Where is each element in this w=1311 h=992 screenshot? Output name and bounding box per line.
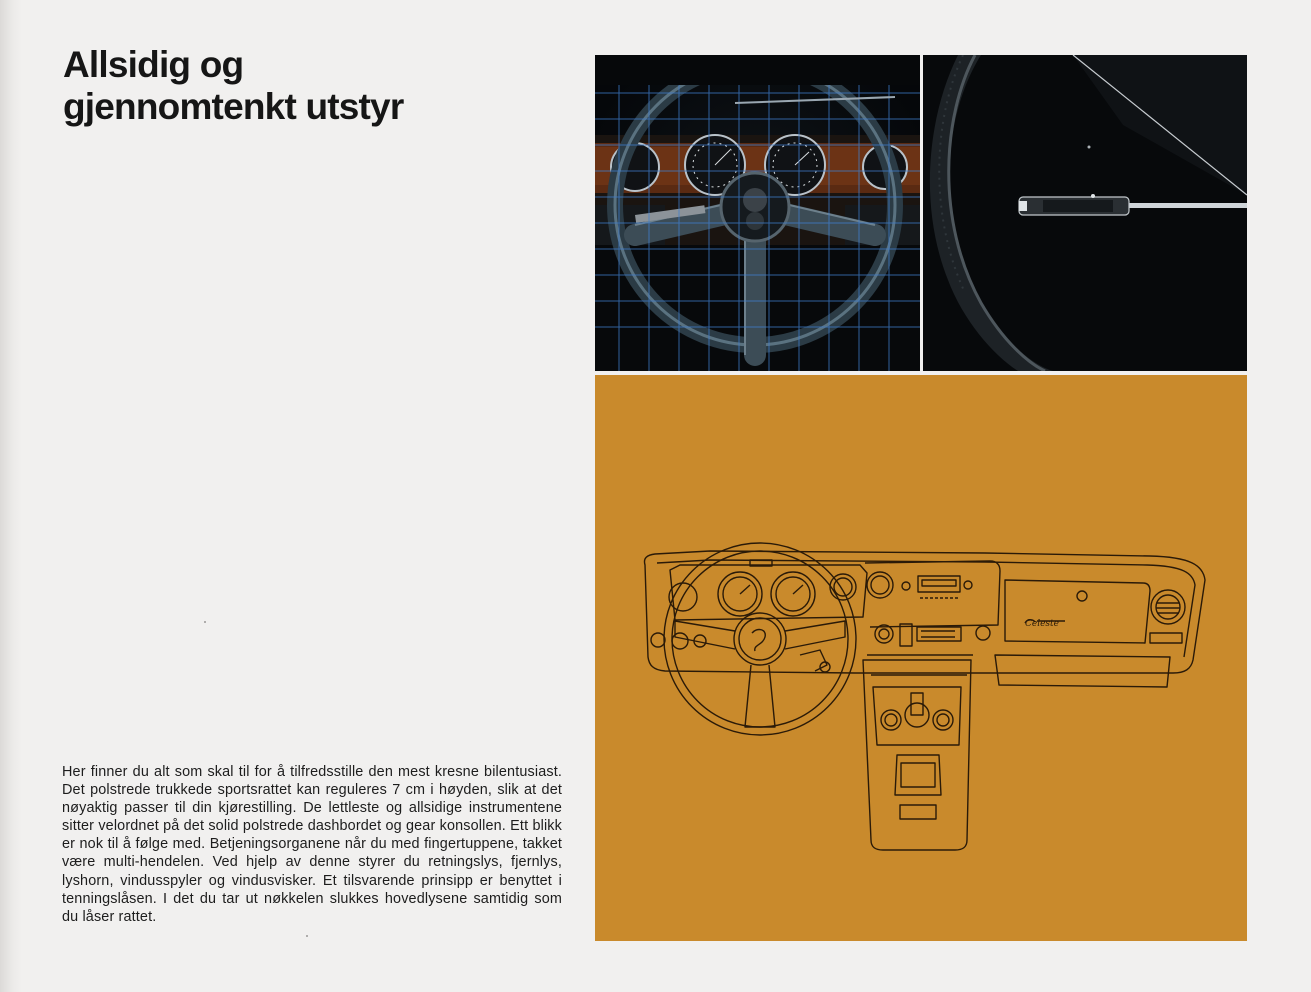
page-headline [63, 44, 523, 128]
steering-wheel-photo [595, 55, 920, 371]
headline-line-1: Allsidig og [63, 44, 244, 85]
glovebox-script-label: Celeste [1025, 619, 1059, 629]
print-speck [306, 935, 308, 937]
print-speck [204, 621, 206, 623]
page-gutter-shadow [0, 0, 22, 992]
multi-stalk-photo [923, 55, 1247, 371]
headline-line-2: gjennomtenkt utstyr [63, 86, 404, 127]
body-paragraph: Her finner du alt som skal til for å tilfredsstille den mest kresne bilentusiast. Det polstrede trukkede sportsrattet kan reguleres 7 cm i høyden, slik at det nøyaktig passer til din kjørestilling. De lettleste og allsidige instrumentene sitter velordnet på det solid polstrede dashbordet og gear konsollen. Ett blikk er nok til å følge med. Betjeningsorganene når du med fingertuppene, takket være multi-hendelen. Ved hjelp av denne styrer du retningslys, fjernlys, lyshorn, vindusspyler og vindusvisker. Et tilsvarende prinsipp er benyttet i tenningslåsen. I det du tar ut nøkkelen slukkes hovedlysene samtidig som du låser rattet. [62, 764, 562, 925]
dashboard-line-drawing [595, 375, 1247, 941]
